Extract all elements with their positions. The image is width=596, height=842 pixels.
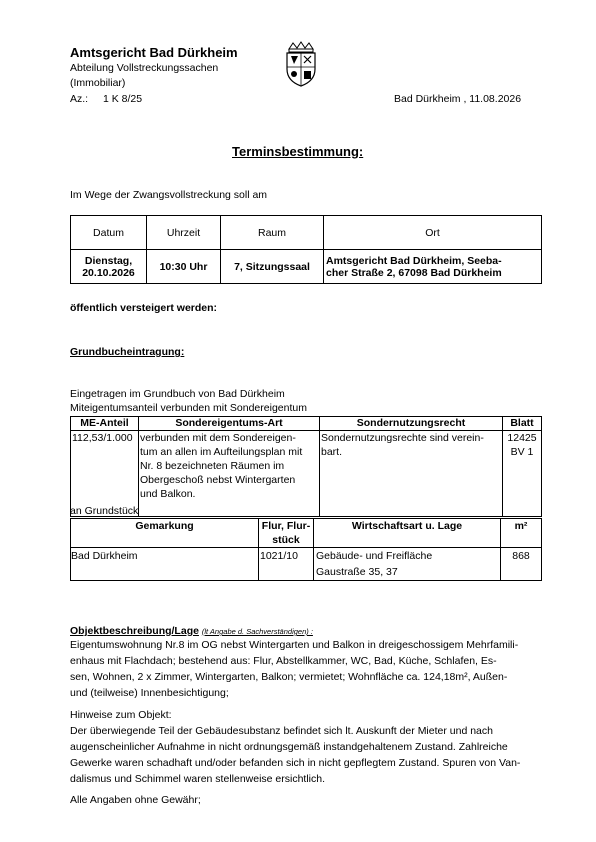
cell-flur: 1021/10 — [259, 548, 314, 581]
datum-weekday: Dienstag, — [84, 254, 133, 267]
coat-of-arms-icon — [281, 41, 321, 87]
header-raum: Raum — [221, 216, 324, 250]
header-uhrzeit: Uhrzeit — [147, 216, 221, 250]
header-ort: Ort — [324, 216, 542, 250]
intro-text: Im Wege der Zwangsvollstreckung soll am — [70, 189, 268, 201]
eingetragen-text: Eingetragen im Grundbuch von Bad Dürkheim — [70, 388, 285, 400]
cell-blatt: 12425 BV 1 — [503, 431, 542, 517]
cell-raum: 7, Sitzungssaal — [221, 250, 324, 284]
header-wirtschaftsart: Wirtschaftsart u. Lage — [314, 519, 501, 548]
department-line: Abteilung Vollstreckungssachen — [70, 62, 219, 74]
header-blatt: Blatt — [503, 417, 542, 431]
page-title: Terminsbestimmung: — [232, 144, 364, 159]
court-name: Amtsgericht Bad Dürkheim — [70, 45, 238, 60]
department-sub-line: (Immobiliar) — [70, 77, 126, 89]
datum-date: 20.10.2026 — [82, 266, 135, 279]
header-m2: m² — [501, 519, 542, 548]
cell-m2: 868 — [501, 548, 542, 581]
cell-sondernutzung: Sondernutzungsrechte sind verein- bart. — [320, 431, 503, 517]
az-label: Az.: — [70, 93, 89, 105]
cell-uhrzeit: 10:30 Uhr — [147, 250, 221, 284]
ort-line2: cher Straße 2, 67098 Bad Dürkheim — [326, 266, 502, 279]
header-me-anteil: ME-Anteil — [71, 417, 139, 431]
grundstueck-table — [70, 518, 542, 581]
termin-table — [70, 215, 542, 284]
cell-me-anteil: 112,53/1.000 — [71, 431, 139, 517]
cell-wirtschaftsart: Gebäude- und Freifläche Gaustraße 35, 37 — [314, 548, 501, 581]
cell-ort — [324, 250, 542, 284]
objekt-note: (lt Angabe d. Sachverständigen) : — [201, 627, 313, 636]
objekt-description: Eigentumswohnung Nr.8 im OG nebst Wintergarten und Balkon in dreigeschossigem Mehrfamili- enhaus mit Flachdach; bestehend aus: Flur, Abstellkammer, WC, Bad, Küche, Schlafen, Es- sen, Wohnen, 2 x Zimmer, Wintergarten, Balkon; vermietet; Wohnfläche ca. 124,18m², Außen- und (teilweise) Innenbesichtigung; — [70, 639, 519, 699]
objekt-heading-line — [70, 625, 313, 637]
objekt-heading: Objektbeschreibung/Lage — [70, 625, 199, 637]
cell-sondereigentum: verbunden mit dem Sondereigen- tum an allen im Aufteilungsplan mit Nr. 8 bezeichneten Räumen im Obergeschoß nebst Wintergarten und Balkon. — [139, 431, 320, 517]
an-grundstueck-text: an Grundstück — [70, 505, 139, 517]
header-gemarkung: Gemarkung — [71, 519, 259, 548]
hinweise-text: Hinweise zum Objekt: Der überwiegende Teil der Gebäudesubstanz befindet sich lt. Auskunft der Mieter und nach augenscheinlicher Aufnahme in nicht ordnungsgemäß instandgehaltenem Zustand. Zahlreiche Gewerke waren schadhaft und/oder befanden sich in nicht gepflegtem Zustand. Spuren von Van- dalismus und Schimmel waren stellenweise ersichtlich. — [70, 709, 521, 785]
cell-datum — [71, 250, 147, 284]
header-datum: Datum — [71, 216, 147, 250]
grundbuch-heading: Grundbucheintragung: — [70, 346, 185, 358]
miteigentum-text: Miteigentumsanteil verbunden mit Sondereigentum — [70, 402, 307, 414]
header-flur: Flur, Flur- stück — [259, 519, 314, 548]
header-sondereigentum: Sondereigentums-Art — [139, 417, 320, 431]
versteigert-text: öffentlich versteigert werden: — [70, 302, 218, 314]
me-table — [70, 416, 542, 517]
az-value: 1 K 8/25 — [103, 93, 143, 105]
header-sondernutzung: Sondernutzungsrecht — [320, 417, 503, 431]
ort-line1: Amtsgericht Bad Dürkheim, Seeba- — [326, 254, 502, 267]
cell-gemarkung: Bad Dürkheim — [71, 548, 259, 581]
footer-disclaimer: Alle Angaben ohne Gewähr; — [70, 794, 201, 806]
place-date: Bad Dürkheim , 11.08.2026 — [394, 93, 522, 105]
